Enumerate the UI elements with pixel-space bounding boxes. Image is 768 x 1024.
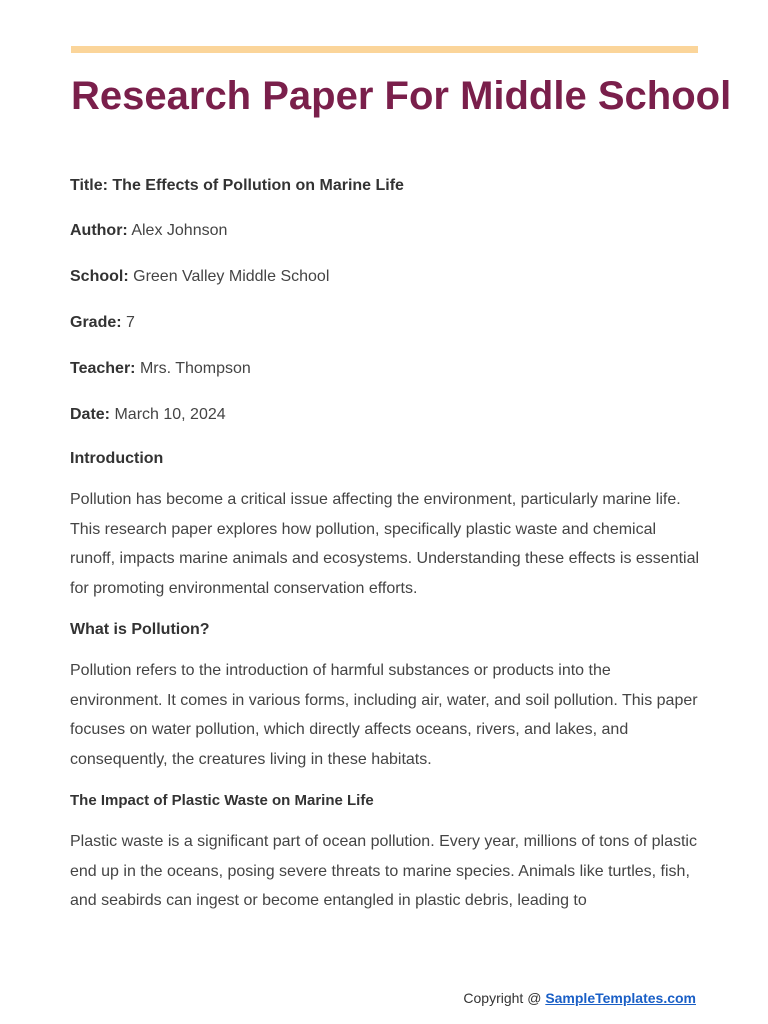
meta-title	[70, 176, 700, 196]
section-body-what-is-pollution: Pollution refers to the introduction of harmful substances or products into the environment. It comes in various forms, including air, water, and soil pollution. This paper focuses on water pollution, which directly affects oceans, rivers, and lakes, and consequently, the creatures living in these habitats.	[70, 662, 698, 768]
top-accent-rule	[71, 46, 698, 53]
section-heading-introduction: Introduction	[70, 450, 164, 467]
meta-author-value: Alex Johnson	[131, 222, 228, 239]
section-body-introduction: Pollution has become a critical issue affecting the environment, particularly marine life. This research paper explores how pollution, specifically plastic waste and chemical runoff, impacts marine animals and ecosystems. Understanding these effects is essential for promoting environmental conservation efforts.	[70, 491, 700, 597]
section-heading-plastic-waste: The Impact of Plastic Waste on Marine Life	[70, 792, 374, 809]
document-body	[70, 176, 700, 933]
section-heading-what-is-pollution: What is Pollution?	[70, 621, 210, 638]
meta-title-label: Title:	[70, 177, 108, 194]
page-title: Research Paper For Middle School	[71, 74, 732, 118]
meta-grade	[70, 313, 700, 333]
meta-school	[70, 267, 700, 287]
footer-copyright	[463, 988, 696, 1008]
meta-date-value: March 10, 2024	[114, 406, 226, 423]
copyright-text: Copyright @	[463, 990, 542, 1006]
meta-grade-value: 7	[126, 314, 135, 331]
meta-author	[70, 221, 700, 241]
meta-school-label: School:	[70, 268, 129, 285]
meta-teacher	[70, 359, 700, 379]
meta-school-value: Green Valley Middle School	[133, 268, 330, 285]
sampletemplates-link[interactable]: SampleTemplates.com	[545, 990, 696, 1006]
meta-grade-label: Grade:	[70, 314, 122, 331]
meta-date-label: Date:	[70, 406, 111, 423]
meta-date	[70, 405, 700, 425]
meta-teacher-label: Teacher:	[70, 360, 136, 377]
meta-author-label: Author:	[70, 222, 128, 239]
meta-teacher-value: Mrs. Thompson	[139, 360, 251, 377]
section-body-plastic-waste: Plastic waste is a significant part of ocean pollution. Every year, millions of tons of plastic end up in the oceans, posing severe threats to marine species. Animals like turtles, fish, and seabirds can ingest or become entangled in plastic debris, leading to	[70, 833, 697, 909]
meta-title-value: The Effects of Pollution on Marine Life	[112, 177, 404, 194]
